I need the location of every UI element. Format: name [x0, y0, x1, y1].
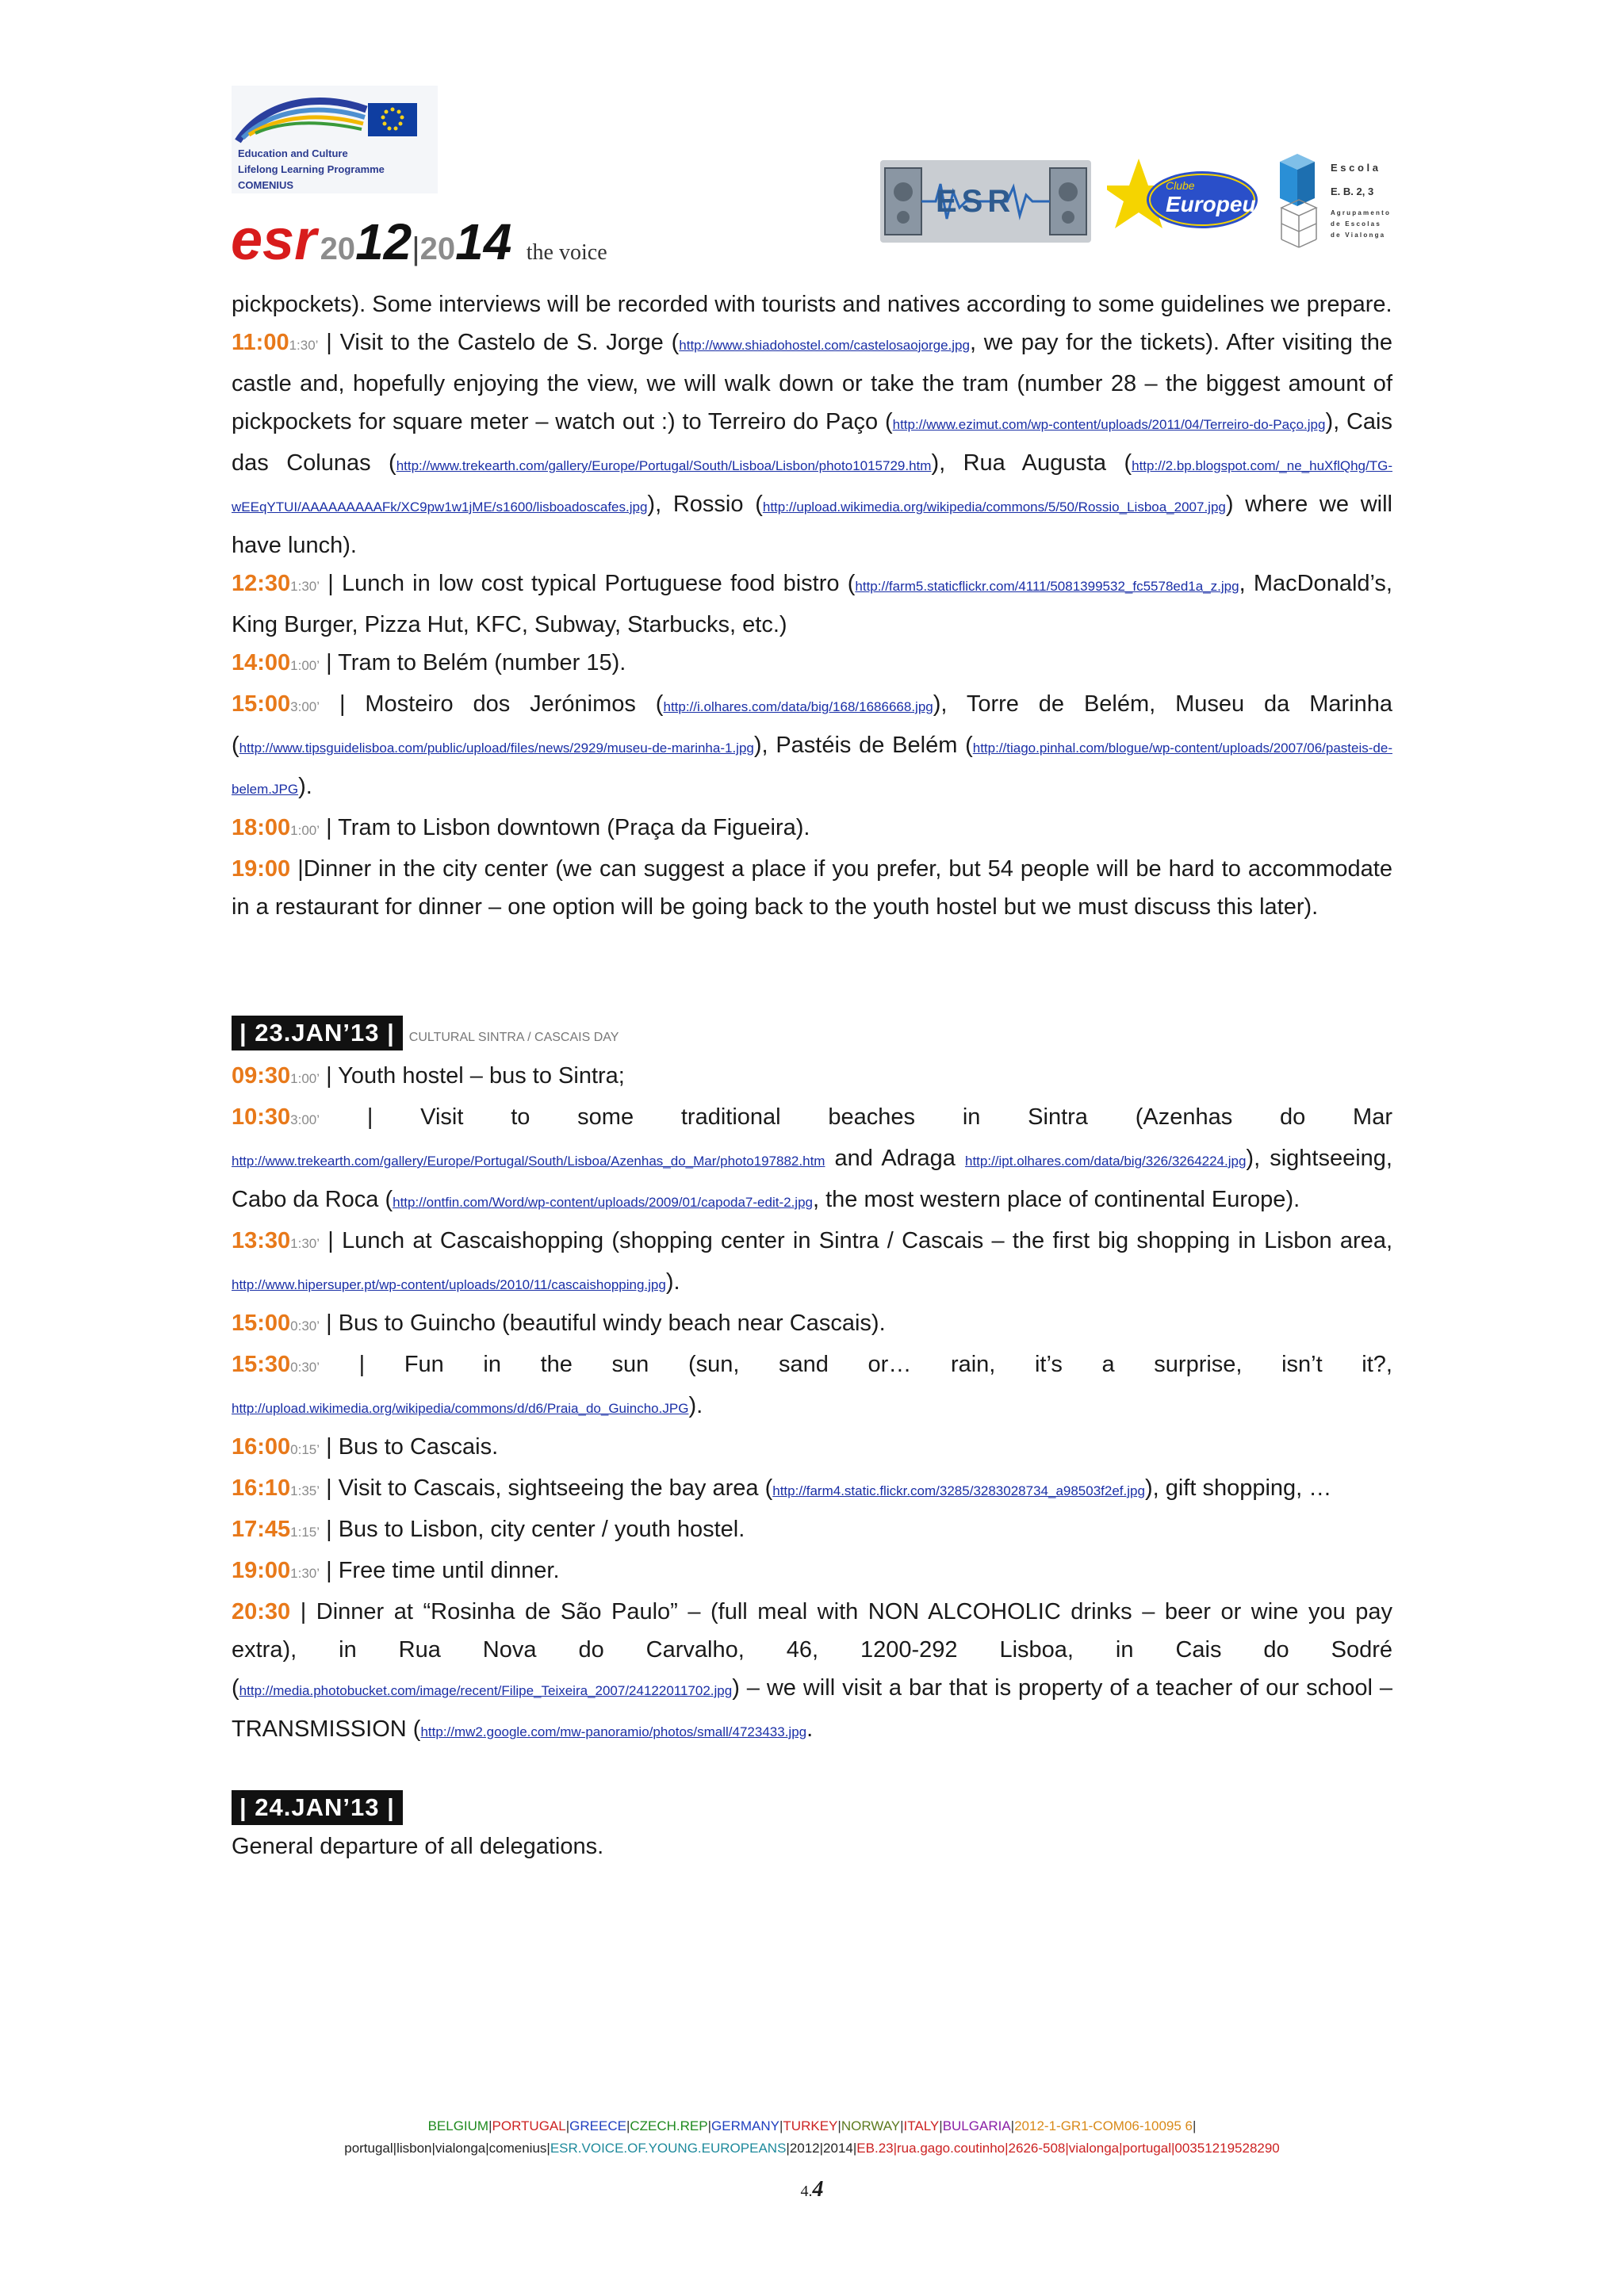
entry-text: ). — [298, 774, 312, 799]
entry-link[interactable]: http://www.shiadohostel.com/castelosaojorge.jpg — [679, 338, 970, 353]
entry-duration: 1:30’ — [289, 338, 319, 353]
entry-text: ). — [688, 1393, 703, 1418]
entry-text: | Visit to the Castelo de S. Jorge ( — [318, 330, 680, 355]
day3-header — [232, 1789, 1392, 1827]
entry-link[interactable]: http://upload.wikimedia.org/wikipedia/commons/d/d6/Praia_do_Guincho.JPG — [232, 1401, 689, 1416]
footer-segment: | — [837, 2118, 841, 2133]
entry-text: | Dinner at “Rosinha de São Paulo” – (full meal with NON ALCOHOLIC drinks – beer or wine you pay extra), in Rua Nova do Carvalho, 46, 1200-292 Lisboa, in Cais do Sodré ( — [232, 1599, 1392, 1701]
day1-entry — [232, 564, 1392, 644]
entry-duration: 0:30’ — [290, 1318, 320, 1334]
entry-text: ). — [665, 1269, 680, 1295]
page-section: 4. — [800, 2183, 813, 2200]
footer-address — [0, 2137, 1624, 2160]
day1-entry — [232, 644, 1392, 685]
day1-entry — [232, 809, 1392, 850]
day2-entry — [232, 1552, 1392, 1593]
day1-entry — [232, 285, 1392, 323]
escola-line5: d e V i a l o n g a — [1331, 232, 1385, 239]
entry-link[interactable]: http://farm5.staticflickr.com/4111/5081399532_fc5578ed1a_z.jpg — [855, 579, 1239, 594]
day2-entry — [232, 1057, 1392, 1098]
entry-time: 19:00 — [232, 1558, 291, 1583]
title-year2-suffix: 14 — [455, 213, 512, 270]
entry-text: ) where we will have lunch). — [232, 492, 1392, 558]
entry-time: 19:00 — [232, 856, 291, 882]
entry-duration: 1:00’ — [290, 658, 320, 673]
entry-link[interactable]: http://ipt.olhares.com/data/big/326/3264224.jpg — [965, 1154, 1247, 1169]
title-separator: | — [412, 232, 420, 266]
day2-entry — [232, 1593, 1392, 1751]
entry-duration: 3:00’ — [290, 699, 320, 714]
entry-text: | Lunch at Cascaishopping (shopping center in Sintra / Cascais – the first big shopping in Lisbon area, — [320, 1228, 1392, 1253]
entry-text: ), Torre de Belém, Museu da Marinha ( — [232, 691, 1392, 758]
footer-segment: BULGARIA — [942, 2118, 1011, 2133]
eu-logo-line3: COMENIUS — [238, 179, 294, 191]
entry-time: 09:30 — [232, 1063, 291, 1089]
clube-europeu-logo — [1107, 155, 1261, 244]
clube-logo-top: Clube — [1166, 179, 1195, 192]
entry-time: 16:00 — [232, 1434, 291, 1460]
day2-subtitle: CULTURAL SINTRA / CASCAIS DAY — [408, 1031, 619, 1044]
entry-link[interactable]: http://farm4.static.flickr.com/3285/3283028734_a98503f2ef.jpg — [772, 1483, 1145, 1498]
entry-text: ), gift shopping, … — [1144, 1475, 1332, 1501]
footer-segment: | — [779, 2118, 783, 2133]
entry-text: , MacDonald’s, King Burger, Pizza Hut, KFC, Subway, Starbucks, etc.) — [232, 571, 1392, 637]
page-footer — [0, 2115, 1624, 2160]
entry-text: ), sightseeing, Cabo da Roca ( — [232, 1146, 1392, 1212]
page-number — [0, 2177, 1624, 2202]
day2-date-tag: | 23.JAN’13 | — [232, 1016, 403, 1050]
entry-text: | Youth hostel – bus to Sintra; — [320, 1063, 625, 1089]
entry-text: ), Rossio ( — [647, 492, 763, 517]
entry-link[interactable]: http://media.photobucket.com/image/recent/Filipe_Teixeira_2007/24122011702.jpg — [239, 1683, 733, 1698]
entry-duration: 0:30’ — [290, 1360, 320, 1375]
entry-time: 10:30 — [232, 1104, 291, 1130]
footer-segment: PORTUGAL — [492, 2118, 566, 2133]
footer-segment: BELGIUM — [427, 2118, 489, 2133]
title-year2-prefix: 20 — [419, 232, 456, 266]
day3-date-tag: | 24.JAN’13 | — [232, 1790, 403, 1825]
entry-text: | Bus to Lisbon, city center / youth hostel. — [320, 1517, 745, 1542]
entry-time: 12:30 — [232, 571, 291, 596]
day2-entry — [232, 1510, 1392, 1552]
entry-text: pickpockets). Some interviews will be recorded with tourists and natives according to some guidelines we prepare. — [232, 292, 1392, 317]
entry-duration: 0:15’ — [290, 1442, 320, 1457]
entry-text: | Visit to some traditional beaches in Sintra (Azenhas do Mar — [320, 1104, 1392, 1130]
entry-duration: 3:00’ — [290, 1112, 320, 1127]
entry-link[interactable]: http://www.trekearth.com/gallery/Europe/Portugal/South/Lisboa/Lisbon/photo1015729.htm — [396, 458, 932, 473]
footer-segment: CZECH.REP — [630, 2118, 708, 2133]
day2-schedule — [232, 1057, 1392, 1751]
footer-segment: | — [939, 2118, 943, 2133]
entry-link[interactable]: http://upload.wikimedia.org/wikipedia/commons/5/50/Rossio_Lisboa_2007.jpg — [762, 499, 1226, 515]
title-year1-suffix: 12 — [355, 213, 412, 270]
day3-text: General departure of all delegations. — [232, 1834, 604, 1859]
day2-entry — [232, 1469, 1392, 1510]
eu-logo-line2: Lifelong Learning Programme — [238, 163, 385, 175]
footer-segment: | — [565, 2118, 570, 2133]
day1-schedule — [232, 285, 1392, 926]
entry-time: 16:10 — [232, 1475, 291, 1501]
itinerary-content — [232, 285, 1392, 1866]
entry-link[interactable]: http://tiago.pinhal.com/blogue/wp-content/uploads/2007/06/pasteis-de-belem.JPG — [232, 740, 1392, 797]
entry-time: 15:30 — [232, 1352, 291, 1377]
day2-entry — [232, 1222, 1392, 1304]
footer-segment: | — [626, 2118, 630, 2133]
day2-entry — [232, 1098, 1392, 1222]
entry-duration: 1:30’ — [290, 579, 320, 594]
entry-text: | Tram to Lisbon downtown (Praça da Figueira). — [320, 815, 810, 840]
escola-line3: A g r u p a m e n t o — [1331, 209, 1389, 216]
entry-text: ), Cais das Colunas ( — [232, 409, 1392, 476]
footer-segment: NORWAY — [841, 2118, 901, 2133]
entry-text: | Fun in the sun (sun, sand or… rain, it’s a surprise, isn’t it?, — [320, 1352, 1392, 1377]
day2-header — [232, 1015, 1392, 1057]
escola-line2: E. B. 2, 3 — [1331, 186, 1374, 197]
entry-link[interactable]: http://www.hipersuper.pt/wp-content/uploads/2010/11/cascaishopping.jpg — [232, 1277, 666, 1292]
day1-entry — [232, 323, 1392, 564]
footer-segment: TURKEY — [783, 2118, 838, 2133]
entry-link[interactable]: http://2.bp.blogspot.com/_ne_huXflQhg/TG-wEEqYTUI/AAAAAAAAAFk/XC9pw1w1jME/s1600/lisboadoscafes.jpg — [232, 458, 1392, 515]
entry-text: , the most western place of continental Europe). — [812, 1187, 1300, 1212]
entry-text: | Mosteiro dos Jerónimos ( — [320, 691, 664, 717]
entry-link[interactable]: http://mw2.google.com/mw-panoramio/photos/small/4723433.jpg — [420, 1724, 807, 1739]
entry-text: | Free time until dinner. — [320, 1558, 560, 1583]
footer-segment: 2012-1-GR1-COM06-10095 6 — [1014, 2118, 1193, 2133]
footer-segment: EB.23|rua.gago.coutinho|2626-508|vialonga|portugal|00351219528290 — [856, 2141, 1280, 2156]
entry-time: 13:30 — [232, 1228, 291, 1253]
entry-text: | Lunch in low cost typical Portuguese food bistro ( — [320, 571, 856, 596]
entry-text: | Tram to Belém (number 15). — [320, 650, 626, 675]
escola-line1: E s c o l a — [1331, 162, 1378, 174]
title-esr: esr — [231, 209, 317, 272]
entry-link[interactable]: http://i.olhares.com/data/big/168/1686668.jpg — [663, 699, 933, 714]
entry-text: . — [806, 1716, 814, 1742]
entry-duration: 1:15’ — [290, 1525, 320, 1540]
entry-time: 18:00 — [232, 815, 291, 840]
entry-text: | Bus to Guincho (beautiful windy beach near Cascais). — [320, 1311, 886, 1336]
footer-segment: | — [1193, 2118, 1197, 2133]
footer-segment: GERMANY — [711, 2118, 779, 2133]
footer-segment: | — [900, 2118, 904, 2133]
entry-time: 17:45 — [232, 1517, 291, 1542]
footer-segment: portugal|lisbon|vialonga|comenius| — [344, 2141, 550, 2156]
footer-segment: |2012|2014| — [786, 2141, 857, 2156]
escola-logo — [1277, 151, 1396, 254]
eu-logo-line1: Education and Culture — [238, 147, 348, 159]
entry-duration: 1:00’ — [290, 1071, 320, 1086]
entry-link[interactable]: http://www.ezimut.com/wp-content/uploads/2011/04/Terreiro-do-Paço.jpg — [892, 417, 1326, 432]
entry-link[interactable]: http://www.tipsguidelisboa.com/public/upload/files/news/2929/museu-de-marinha-1.jpg — [239, 740, 754, 756]
entry-text: ), Pastéis de Belém ( — [753, 733, 973, 758]
entry-time: 15:00 — [232, 691, 291, 717]
day2-entry — [232, 1428, 1392, 1469]
entry-duration: 1:30’ — [290, 1566, 320, 1581]
escola-line4: d e E s c o l a s — [1331, 220, 1380, 228]
day1-entry — [232, 685, 1392, 809]
footer-countries — [0, 2115, 1624, 2137]
day2-entry — [232, 1304, 1392, 1345]
entry-duration: 1:30’ — [290, 1236, 320, 1251]
entry-link[interactable]: http://ontfin.com/Word/wp-content/uploads/2009/01/capoda7-edit-2.jpg — [393, 1195, 813, 1210]
footer-segment: | — [707, 2118, 712, 2133]
footer-segment: GREECE — [569, 2118, 626, 2133]
entry-text: ), Rua Augusta ( — [931, 450, 1132, 476]
entry-text: | Visit to Cascais, sightseeing the bay area ( — [320, 1475, 773, 1501]
footer-segment: ESR.VOICE.OF.YOUNG.EUROPEANS — [550, 2141, 787, 2156]
entry-text: and Adraga — [825, 1146, 965, 1171]
day2-entry — [232, 1345, 1392, 1428]
entry-duration: 1:00’ — [290, 823, 320, 838]
entry-time: 20:30 — [232, 1599, 291, 1624]
footer-segment: | — [488, 2118, 492, 2133]
entry-duration: 1:35’ — [290, 1483, 320, 1498]
title-year1-prefix: 20 — [320, 232, 356, 266]
entry-link[interactable]: http://www.trekearth.com/gallery/Europe/Portugal/South/Lisboa/Azenhas_do_Mar/photo197882.htm — [232, 1154, 825, 1169]
footer-segment: ITALY — [903, 2118, 940, 2133]
clube-logo-main: Europeu — [1166, 192, 1256, 216]
esr-logo — [880, 160, 1091, 243]
entry-text: , we pay for the tickets). After visiting the castle and, hopefully enjoying the view, we will walk down or take the tram (number 28 – the biggest amount of pickpockets for square meter – watch out :) to Terreiro do Paço ( — [232, 330, 1393, 434]
entry-time: 15:00 — [232, 1311, 291, 1336]
page-num: 4 — [812, 2177, 824, 2202]
eu-comenius-logo — [232, 86, 438, 193]
esr-logo-text: ESR — [936, 184, 1016, 219]
entry-text: ) – we will visit a bar that is property of a teacher of our school – TRANSMISSION ( — [232, 1675, 1392, 1742]
day1-entry — [232, 850, 1392, 926]
entry-text: |Dinner in the city center (we can suggest a place if you prefer, but 54 people will be hard to accommodate in a restaurant for dinner – one option will be going back to the youth hostel but we must discuss this later). — [232, 856, 1392, 920]
entry-time: 14:00 — [232, 650, 291, 675]
school-cube-icon — [1277, 151, 1326, 251]
title-subtitle: the voice — [526, 240, 607, 265]
footer-segment: | — [1010, 2118, 1015, 2133]
entry-time: 11:00 — [232, 330, 289, 355]
entry-text: | Bus to Cascais. — [320, 1434, 499, 1460]
newsletter-title — [231, 208, 607, 273]
